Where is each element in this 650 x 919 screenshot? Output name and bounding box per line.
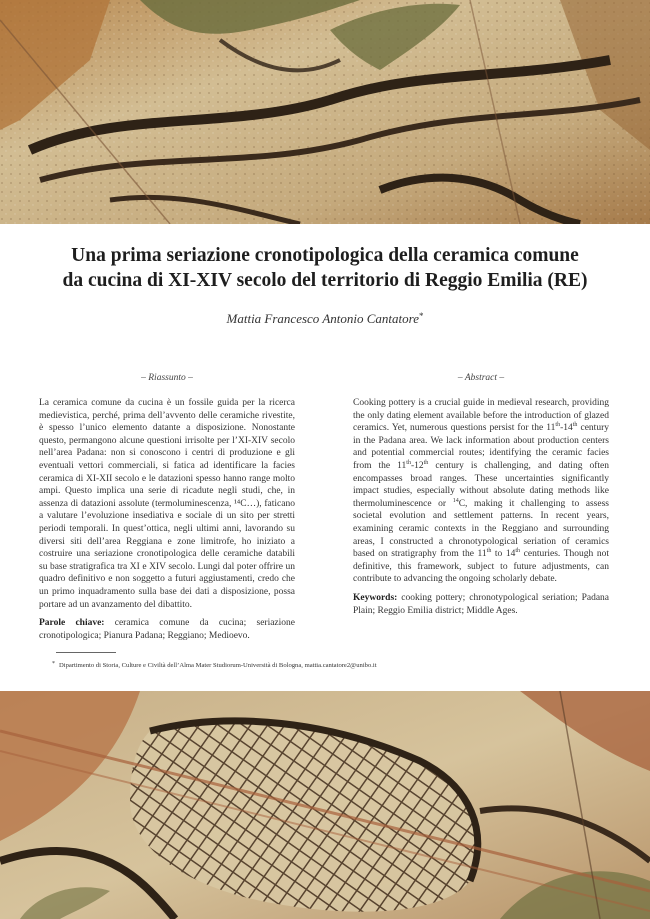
- header-ceramic-photo: [0, 0, 650, 224]
- abstract-text: C, making it challenging to assess societal evolution and settlement patterns. In recent years, examining ceramic contexts in the Reggiano and surrounding areas, I constructed a chronotypological seriation of ceramics based on stratigraphy from the 11: [353, 498, 609, 560]
- riassunto-column: [39, 373, 295, 642]
- ordinal-sup: th: [423, 459, 429, 466]
- abstract-column: [353, 373, 609, 617]
- abstract-keywords-text: cooking pottery; chronotypological seriation; Padana Plain; Reggio Emilia district; Middle Ages.: [353, 592, 609, 616]
- ordinal-sup: th: [555, 422, 561, 429]
- riassunto-heading: – Riassunto –: [141, 373, 193, 383]
- footnote-divider: [56, 652, 116, 653]
- affiliation-footnote: [52, 661, 612, 669]
- abstract-keywords-label: Keywords:: [353, 592, 398, 603]
- author-name: Mattia Francesco Antonio Cantatore: [226, 311, 419, 326]
- ordinal-sup: th: [572, 422, 578, 429]
- abstract-text: to 14: [491, 549, 516, 560]
- isotope-sup: 14: [452, 497, 459, 504]
- title-line-2: da cucina di XI-XIV secolo del territorio di Reggio Emilia (RE): [62, 270, 588, 291]
- ordinal-sup: th: [515, 547, 521, 554]
- riassunto-keywords-label: Parole chiave:: [39, 618, 105, 629]
- ordinal-sup: th: [406, 459, 411, 466]
- abstract-text: -12: [410, 460, 424, 471]
- ceramic-glaze-image: [0, 691, 650, 919]
- abstract-text: Cooking pottery is a crucial guide in medieval research, providing the only dating element available before the introduction of glazed ceramics. Yet, numerous questions persist for the 11: [353, 398, 609, 434]
- ceramic-glaze-image: [0, 0, 650, 224]
- abstract-text: century in the Padana area. We lack information about production centers and potential commercial routes; identifying the ceramic facies from the 11: [353, 423, 609, 471]
- abstract-text: century is challenging, and dating often encompasses broad ranges. These uncertainties significantly impact studies, especially without absolute dating methods like thermoluminescence or: [353, 460, 609, 509]
- author-footnote-mark: *: [418, 311, 424, 321]
- riassunto-keywords-text: ceramica comune da cucina; seriazione cronotipologica; Pianura Padana; Reggiano; Medioevo.: [39, 618, 296, 641]
- abstract-keywords: [353, 592, 609, 617]
- abstract-text: centuries. Though not definitive, this framework, subject to future adjustments, can contribute to advancing the ongoing scholarly debate.: [353, 549, 610, 585]
- riassunto-keywords: [39, 617, 295, 642]
- abstract-text: -14: [560, 423, 573, 434]
- riassunto-body: La ceramica comune da cucina è un fossile guida per la ricerca medievistica, perché, prima dell’avvento delle ceramiche rivestite, è spesso l’unico elemento datante a disposizione. Nonostante questo, permangono alcune questioni irrisolte per l’XI-XIV secolo nell’area Padana: non si conoscono i centri di produzione e gli eventuali vettori commerciali, si fatica ad identificare la facies ceramica di XI-XII secolo e le datazioni spesso hanno range molto ampi. Questo implica una serie di ricadute negli studi, che, in assenza di datazioni assolute (termoluminescenza, ¹⁴C…), faticano a valutare l’evoluzione insediativa e sociale di un sito per stretti periodi temporali. In quest’ottica, negli ultimi anni, lavorando su diversi siti dell’area Reggiana e zone limitrofe, ho iniziato a costruire una seriazione cronotipologica delle ceramiche databili su base stratigrafica tra XI e XIV secolo. Lungi dal poter offrire un quadro definitivo e non soggetto a futuri aggiustamenti, credo che un primo inquadramento sulla base dei dati a disposizione, possa portare ad un avanzamento del dibattito.: [39, 398, 295, 610]
- footnote-text: Dipartimento di Storia, Culture e Civiltà dell’Alma Mater Studiorum-Università di Bologna, mattia.cantatore2@unibo.it: [59, 662, 377, 669]
- ordinal-sup: th: [486, 547, 492, 554]
- title-line-1: Una prima seriazione cronotipologica della ceramica comune: [71, 245, 579, 266]
- author-line: [40, 311, 610, 327]
- abstract-body: [353, 397, 609, 586]
- footnote-mark: *: [52, 661, 55, 667]
- abstract-heading: – Abstract –: [457, 373, 505, 383]
- article-title: [40, 243, 610, 293]
- footer-ceramic-photo: [0, 691, 650, 919]
